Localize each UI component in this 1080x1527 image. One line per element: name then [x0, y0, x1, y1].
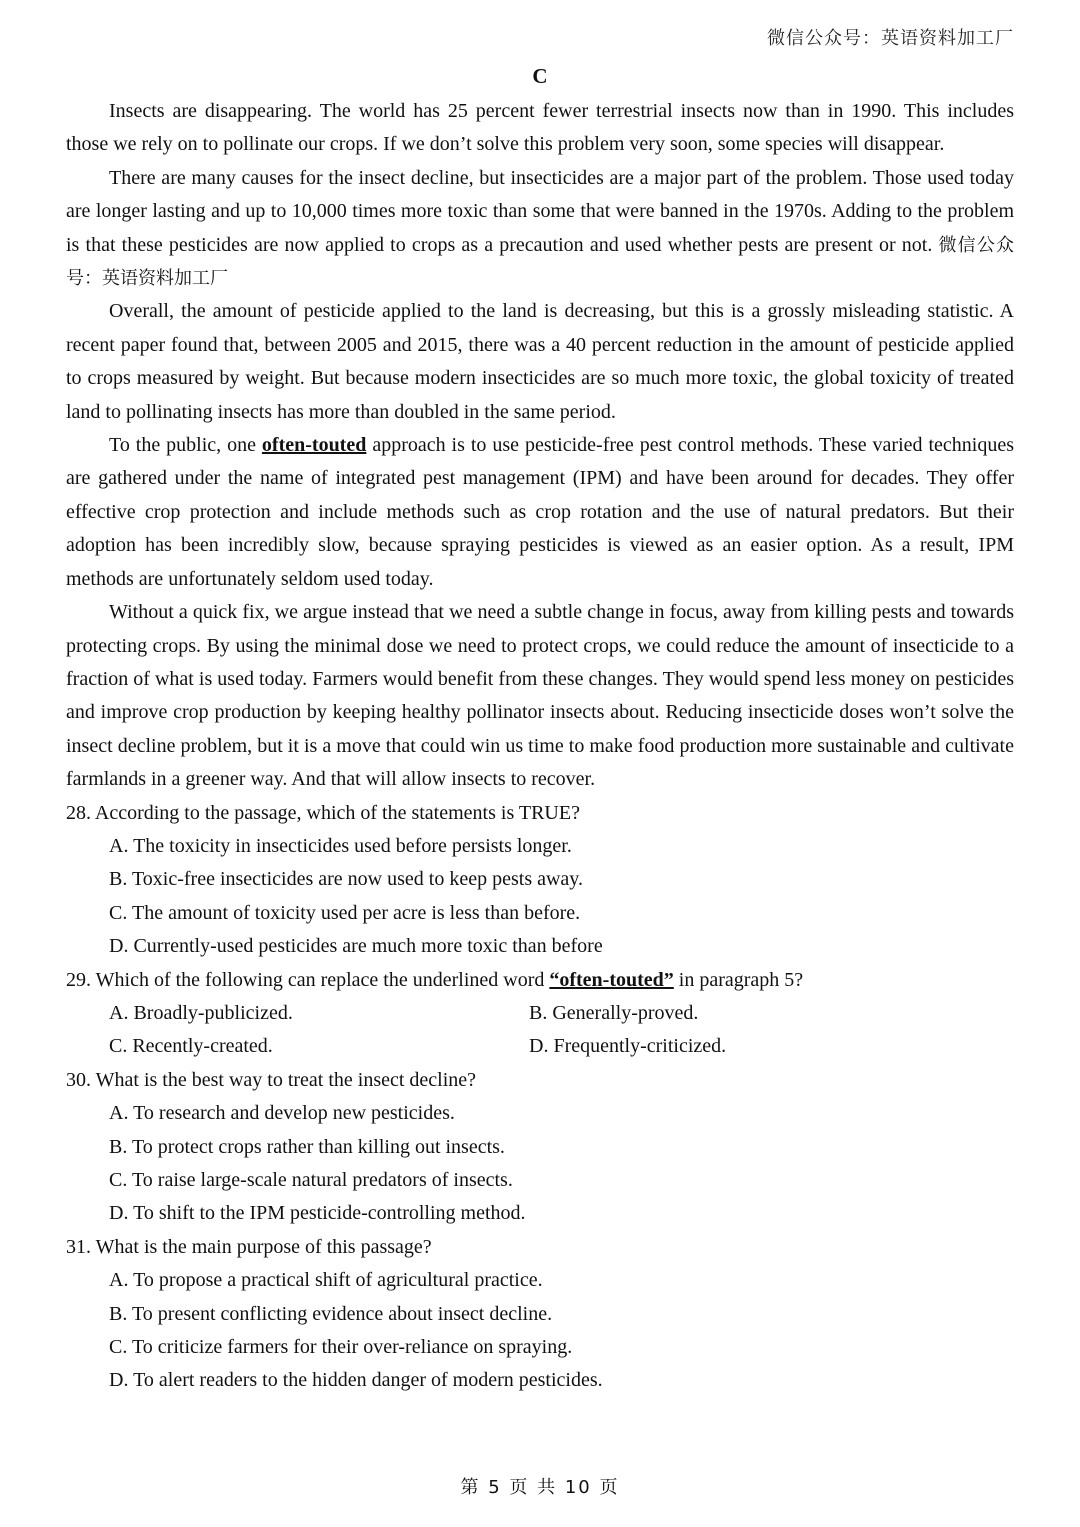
section-label: C — [532, 64, 548, 88]
option-d: D. To shift to the IPM pesticide-controlling method. — [109, 1202, 526, 1225]
option-d: D. Frequently-criticized. — [529, 1035, 727, 1058]
inline-watermark: 微信公众号：英语资料加工厂 — [66, 234, 1015, 290]
option-c: C. Recently-created. — [109, 1035, 273, 1058]
page-header-watermark: 微信公众号：英语资料加工厂 — [767, 28, 1014, 49]
question-stem: 30. What is the best way to treat the insect decline? — [66, 1068, 477, 1091]
option-c: C. To raise large-scale natural predators of insects. — [109, 1169, 513, 1191]
question-31 — [66, 1231, 1014, 1398]
question-stem-post: in paragraph 5? — [673, 968, 804, 991]
paragraph-4-text: approach is to use pesticide-free pest control methods. These varied techniques are gathered under the name of integrated pest management (IPM) and have been around for decades. They offer effective crop protection and include methods such as crop rotation and the use of natural predators. But their adoption has been incredibly slow, because spraying pesticides is viewed as an easier option. As a result, IPM methods are unfortunately seldom used today. — [66, 434, 1014, 590]
option-c: C. To criticize farmers for their over-reliance on spraying. — [109, 1336, 573, 1359]
question-stem-pre: 29. Which of the following can replace the underlined word — [66, 968, 550, 991]
question-30 — [66, 1064, 1014, 1231]
paragraph-4-lead: To the public, one — [109, 434, 256, 457]
option-c: C. The amount of toxicity used per acre is less than before. — [109, 901, 581, 924]
question-stem: 31. What is the main purpose of this passage? — [66, 1235, 432, 1258]
paragraph-3: Overall, the amount of pesticide applied to the land is decreasing, but this is a grossly misleading statistic. A recent paper found that, between 2005 and 2015, there was a 40 percent reduction in the amount of pesticide applied to crops measured by weight. But because modern insecticides are so much more toxic, the global toxicity of treated land to pollinating insects has more than doubled in the same period. — [66, 300, 1014, 423]
underlined-word-ref: “often-touted” — [549, 968, 674, 991]
option-b: B. To protect crops rather than killing out insects. — [109, 1135, 505, 1158]
options-row-2 — [109, 1030, 1014, 1063]
options-row-1 — [109, 997, 1014, 1030]
option-d: D. Currently-used pesticides are much more toxic than before — [109, 935, 603, 958]
question-28 — [66, 797, 1014, 964]
question-stem: 28. According to the passage, which of the statements is TRUE? — [66, 801, 580, 824]
option-b: B. Toxic-free insecticides are now used to keep pests away. — [109, 868, 583, 891]
option-a: A. The toxicity in insecticides used before persists longer. — [109, 834, 572, 857]
question-stem — [66, 964, 1014, 997]
option-a: A. To propose a practical shift of agricultural practice. — [109, 1269, 543, 1292]
question-29 — [66, 964, 1014, 1064]
paragraph-1: Insects are disappearing. The world has 25 percent fewer terrestrial insects now than in 1990. This includes those we rely on to pollinate our crops. If we don’t solve this problem very soon, some species will disappear. — [66, 100, 1014, 156]
page-number-footer: 第 5 页 共 10 页 — [460, 1477, 620, 1498]
option-b: B. Generally-proved. — [529, 1001, 699, 1024]
paragraph-2-text: There are many causes for the insect decline, but insecticides are a major part of the problem. Those used today are longer lasting and up to 10,000 times more toxic than some that were banned in the 1970s. Adding to the problem is that these pesticides are now applied to crops as a precaution and used whether pests are present or not. — [66, 166, 1014, 256]
passage-content — [66, 95, 1014, 1398]
paragraph-5: Without a quick fix, we argue instead that we need a subtle change in focus, away from killing pests and towards protecting crops. By using the minimal dose we need to protect crops, we could reduce the amount of insecticide to a fraction of what is used today. Farmers would benefit from these changes. They would spend less money on pesticides and improve crop production by keeping healthy pollinator insects about. Reducing insecticide doses won’t solve the insect decline problem, but it is a move that could win us time to make food production more sustainable and cultivate farmlands in a greener way. And that will allow insects to recover. — [66, 601, 1014, 791]
underlined-word: often-touted — [261, 434, 367, 457]
option-a: A. To research and develop new pesticides. — [109, 1102, 455, 1125]
option-a: A. Broadly-publicized. — [109, 1001, 293, 1024]
option-d: D. To alert readers to the hidden danger of modern pesticides. — [109, 1369, 603, 1392]
option-b: B. To present conflicting evidence about insect decline. — [109, 1302, 553, 1325]
paragraph-2 — [66, 162, 1014, 296]
paragraph-4 — [66, 429, 1014, 596]
